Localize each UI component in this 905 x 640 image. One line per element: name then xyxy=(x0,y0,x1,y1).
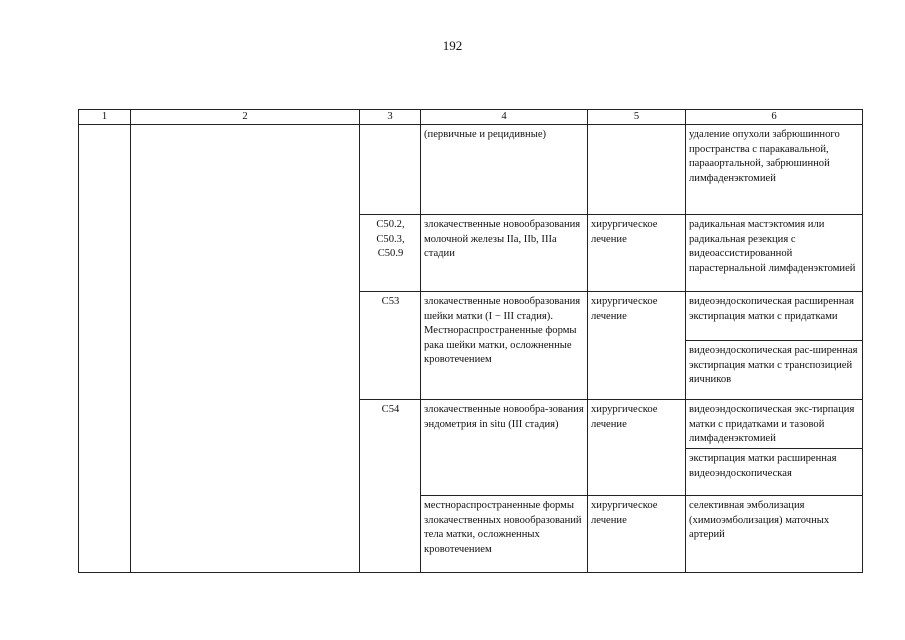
cell-diagnosis: местнораспространенные формы злокачественных новообразований тела матки, осложненных кровотечением xyxy=(421,496,588,573)
code-line: C50.3, xyxy=(376,233,405,245)
cell-diagnosis: злокачественные новообразования молочной железы IIa, IIb, IIIa стадии xyxy=(421,215,588,292)
cell-col2-empty xyxy=(131,125,360,573)
code-line: C50.2, xyxy=(376,219,405,230)
cell-code-empty xyxy=(360,125,421,215)
table-header-row xyxy=(79,110,863,125)
column-header-4: 4 xyxy=(421,110,588,125)
cell-method: удаление опухоли забрюшинного пространства с паракавальной, парааортальной, забрюшинной лимфаденэктомией xyxy=(686,125,863,215)
cell-treatment-empty xyxy=(588,125,686,215)
cell-method: радикальная мастэктомия или радикальная резекция с видеоассистированной парастернальной лимфаденэктомией xyxy=(686,215,863,292)
cell-method: видеоэндоскопическая расширенная экстирпация матки с придатками xyxy=(686,292,863,341)
cell-col1-empty xyxy=(79,125,131,573)
cell-code: C54 xyxy=(360,400,421,573)
cell-diagnosis: злокачественные новообра-зования эндометрия in situ (III стадия) xyxy=(421,400,588,496)
column-header-2: 2 xyxy=(131,110,360,125)
code-line: C50.9 xyxy=(377,248,404,259)
cell-method: видеоэндоскопическая рас-ширенная экстирпация матки с транспозицией яичников xyxy=(686,341,863,400)
cell-treatment: хирургическое лечение xyxy=(588,400,686,496)
cell-treatment: хирургическое лечение xyxy=(588,215,686,292)
cell-method: селективная эмболизация (химиоэмболизация) маточных артерий xyxy=(686,496,863,573)
cell-treatment: хирургическое лечение xyxy=(588,292,686,400)
cell-treatment: хирургическое лечение xyxy=(588,496,686,573)
column-header-6: 6 xyxy=(686,110,863,125)
cell-code xyxy=(360,215,421,292)
medical-care-table xyxy=(78,109,863,573)
column-header-3: 3 xyxy=(360,110,421,125)
table-row xyxy=(79,125,863,215)
cell-code: C53 xyxy=(360,292,421,400)
cell-method: экстирпация матки расширенная видеоэндоскопическая xyxy=(686,449,863,496)
cell-diagnosis: (первичные и рецидивные) xyxy=(421,125,588,215)
cell-diagnosis: злокачественные новообразования шейки матки (I − III стадия). Местнораспространенные формы рака шейки матки, осложненные кровотечением xyxy=(421,292,588,400)
column-header-5: 5 xyxy=(588,110,686,125)
column-header-1: 1 xyxy=(79,110,131,125)
cell-method: видеоэндоскопическая экс-тирпация матки с придатками и тазовой лимфаденэктомией xyxy=(686,400,863,449)
page-number: 192 xyxy=(442,38,463,53)
